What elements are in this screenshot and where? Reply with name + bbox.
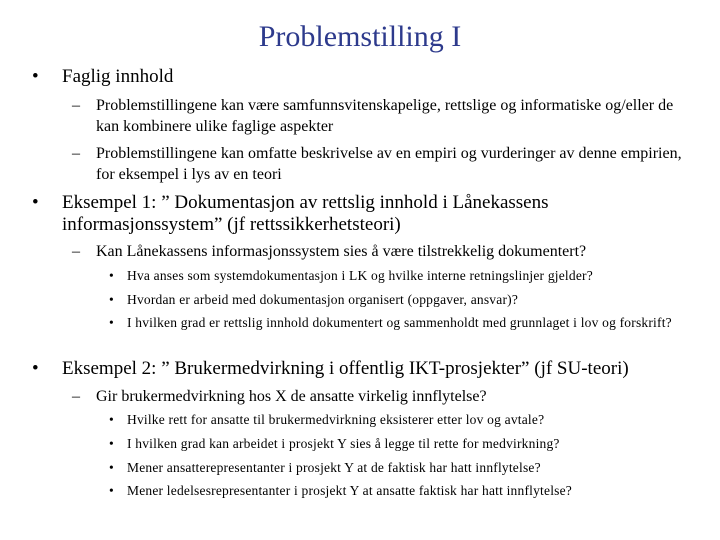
- sub-item: [72, 143, 696, 185]
- bullet-marker: •: [32, 358, 39, 379]
- point-text: Mener ledelsesrepresentanter i prosjekt Y at ansatte faktisk har hatt innflytelse?: [127, 483, 572, 498]
- sub-item: [72, 241, 696, 262]
- dash-marker: –: [72, 388, 80, 405]
- point-text: Mener ansatterepresentanter i prosjekt Y at de faktisk har hatt innflytelse?: [127, 460, 541, 475]
- point-text: I hvilken grad er rettslig innhold dokumentert og sammenholdt med grunnlaget i lov og forskrift?: [127, 315, 672, 330]
- bullet-text: Eksempel 2: ” Brukermedvirkning i offentlig IKT-prosjekter” (jf SU-teori): [62, 358, 629, 379]
- point-item: [109, 410, 697, 429]
- point-marker: •: [109, 436, 114, 451]
- sub-text: Kan Lånekassens informasjonssystem sies å være tilstrekkelig dokumentert?: [96, 243, 587, 260]
- slide-title: Problemstilling I: [258, 20, 462, 53]
- sub-item: [72, 386, 696, 407]
- point-marker: •: [109, 412, 114, 427]
- point-text: I hvilken grad kan arbeidet i prosjekt Y sies å legge til rette for medvirkning?: [127, 436, 560, 451]
- point-item: [109, 266, 697, 285]
- point-marker: •: [109, 460, 114, 475]
- bullet-item-eksempel-1: [32, 192, 702, 236]
- bullet-marker: •: [32, 192, 39, 213]
- point-marker: •: [109, 315, 114, 330]
- dash-marker: –: [72, 243, 80, 260]
- point-text: Hva anses som systemdokumentasjon i LK og hvilke interne retningslinjer gjelder?: [127, 268, 593, 283]
- point-text: Hvordan er arbeid med dokumentasjon organisert (oppgaver, ansvar)?: [127, 292, 519, 307]
- bullet-text: Eksempel 1: ” Dokumentasjon av rettslig innhold i Lånekassens informasjonssystem” (jf rettssikkerhetsteori): [62, 192, 549, 235]
- point-marker: •: [109, 483, 114, 498]
- point-item: [109, 313, 697, 332]
- dash-marker: –: [72, 145, 80, 162]
- point-item: [109, 481, 697, 500]
- bullet-item-eksempel-2: [32, 358, 702, 380]
- point-marker: •: [109, 268, 114, 283]
- bullet-item-faglig-innhold: [32, 66, 702, 88]
- sub-text: Problemstillingene kan være samfunnsvitenskapelige, rettslige og informatiske og/eller de kan kombinere ulike faglige aspekter: [96, 97, 674, 135]
- dash-marker: –: [72, 97, 80, 114]
- bullet-marker: •: [32, 66, 39, 87]
- sub-text: Problemstillingene kan omfatte beskrivelse av en empiri og vurderinger av denne empirien, for eksempel i lys av en teori: [96, 145, 682, 183]
- point-item: [109, 290, 697, 309]
- point-marker: •: [109, 292, 114, 307]
- sub-item: [72, 95, 696, 137]
- point-item: [109, 458, 697, 477]
- point-text: Hvilke rett for ansatte til brukermedvirkning eksisterer etter lov og avtale?: [127, 412, 545, 427]
- point-item: [109, 434, 697, 453]
- bullet-text: Faglig innhold: [62, 66, 174, 87]
- sub-text: Gir brukermedvirkning hos X de ansatte virkelig innflytelse?: [96, 388, 487, 405]
